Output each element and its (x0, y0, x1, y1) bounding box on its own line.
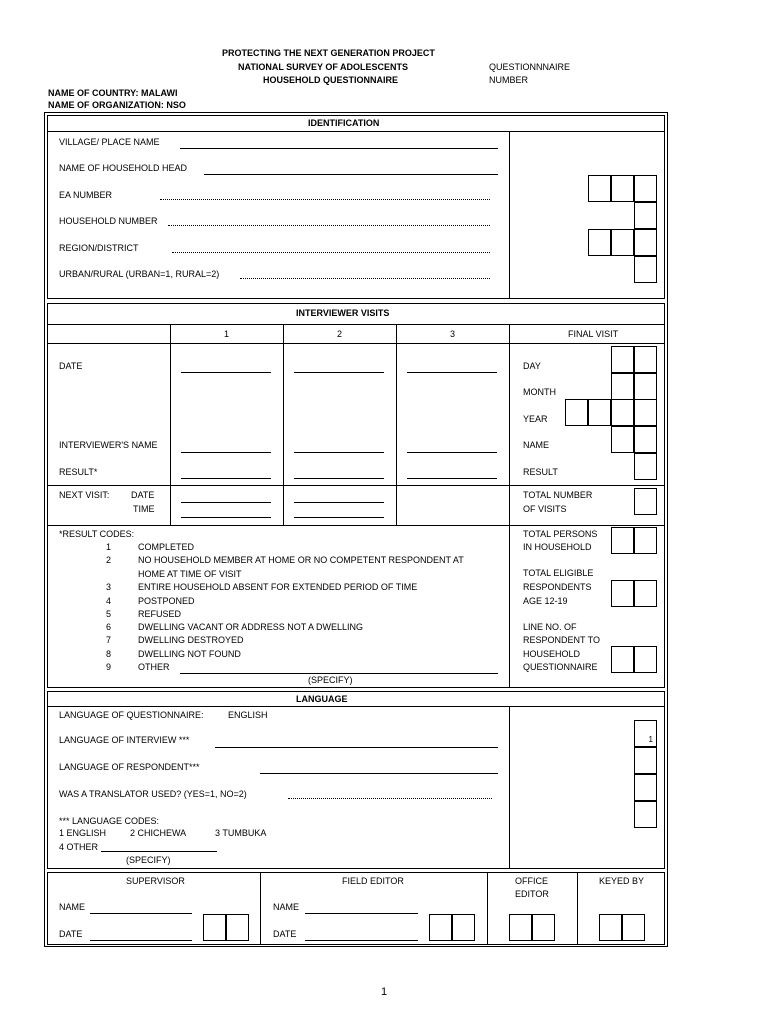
result-code-text: ENTIRE HOUSEHOLD ABSENT FOR EXTENDED PERIOD OF TIME (138, 582, 418, 592)
result-code-number: 6 (106, 622, 112, 632)
result-code-text: DWELLING NOT FOUND (138, 649, 241, 659)
page-number: 1 (381, 986, 388, 998)
visit-3-interviewer-line[interactable] (407, 452, 497, 453)
year-box[interactable] (634, 399, 657, 426)
urban-rural-code-box[interactable] (634, 256, 657, 283)
result-code-number: 8 (106, 649, 112, 659)
eligible-label-2: RESPONDENTS (523, 582, 592, 592)
interview-language-line[interactable] (215, 747, 498, 748)
day-box[interactable] (634, 346, 657, 373)
line-no-box[interactable] (634, 646, 657, 673)
result-code-number: 4 (106, 596, 112, 606)
office-editor-box[interactable] (509, 914, 532, 941)
region-label: REGION/DISTRICT (59, 243, 139, 253)
field-editor-header: FIELD EDITOR (342, 876, 404, 886)
day-label: DAY (523, 361, 541, 371)
result-code-text: COMPLETED (138, 542, 195, 552)
household-number-label: HOUSEHOLD NUMBER (59, 216, 158, 226)
result-code-text: POSTPONED (138, 596, 195, 606)
translator-box[interactable] (634, 801, 657, 828)
questionnaire-language-value: ENGLISH (228, 710, 268, 720)
line-no-label-3: HOUSEHOLD (523, 649, 581, 659)
village-label: VILLAGE/ PLACE NAME (59, 137, 160, 147)
line-no-box[interactable] (611, 646, 634, 673)
result-code-text: DWELLING VACANT OR ADDRESS NOT A DWELLING (138, 622, 364, 632)
next-visit-1-date-line[interactable] (181, 502, 271, 503)
result-box[interactable] (634, 453, 657, 480)
questionnaire-number-label: QUESTIONNNAIRE (489, 62, 571, 72)
name-box[interactable] (611, 426, 634, 453)
year-box[interactable] (611, 399, 634, 426)
editor-name-line[interactable] (305, 913, 418, 914)
questionnaire-language-code: 1 (648, 735, 653, 744)
visit-3-result-line[interactable] (407, 478, 497, 479)
visit-2-result-line[interactable] (294, 478, 384, 479)
result-code-number: 5 (106, 609, 112, 619)
next-visit-time-label: TIME (133, 504, 155, 514)
urban-rural-dotted-line[interactable] (240, 278, 490, 279)
line-no-label: LINE NO. OF (523, 622, 577, 632)
interviewer-name-label: INTERVIEWER'S NAME (59, 440, 158, 450)
result-code-text: OTHER (138, 662, 170, 672)
eligible-box[interactable] (634, 580, 657, 607)
ea-code-box[interactable] (634, 175, 657, 202)
respondent-language-box[interactable] (634, 774, 657, 801)
household-head-input-line[interactable] (204, 174, 498, 175)
identification-title: IDENTIFICATION (308, 118, 380, 128)
supervisor-code-box[interactable] (226, 914, 249, 941)
ea-number-dotted-line[interactable] (160, 199, 490, 200)
keyed-by-box[interactable] (622, 914, 645, 941)
eligible-label: TOTAL ELIGIBLE (523, 568, 594, 578)
result-code-number: 7 (106, 635, 112, 645)
day-box[interactable] (611, 346, 634, 373)
next-visit-1-time-line[interactable] (181, 517, 271, 518)
questionnaire-title: HOUSEHOLD QUESTIONNAIRE (263, 75, 399, 85)
language-specify-label: (SPECIFY) (126, 855, 171, 865)
interviewer-visits-title: INTERVIEWER VISITS (296, 308, 390, 318)
household-code-box[interactable] (634, 202, 657, 229)
next-visit-date-label: DATE (131, 490, 155, 500)
region-code-box[interactable] (588, 229, 611, 256)
total-visits-label-2: OF VISITS (523, 504, 567, 514)
country-name: NAME OF COUNTRY: MALAWI (48, 88, 178, 98)
total-persons-label-2: IN HOUSEHOLD (523, 542, 592, 552)
language-code-3: 3 TUMBUKA (215, 828, 267, 838)
result-label: RESULT* (59, 467, 98, 477)
urban-rural-label: URBAN/RURAL (URBAN=1, RURAL=2) (59, 269, 220, 279)
office-editor-box[interactable] (532, 914, 555, 941)
final-visit-header: FINAL VISIT (568, 329, 619, 339)
final-name-label: NAME (523, 440, 550, 450)
eligible-box[interactable] (611, 580, 634, 607)
questionnaire-number-label-2: NUMBER (489, 75, 529, 85)
language-code-2: 2 CHICHEWA (130, 828, 187, 838)
result-code-text: NO HOUSEHOLD MEMBER AT HOME OR NO COMPETENT RESPONDENT AT (138, 555, 464, 565)
editor-name-label: NAME (273, 902, 300, 912)
office-editor-header-2: EDITOR (515, 889, 549, 899)
region-code-box[interactable] (634, 229, 657, 256)
next-visit-2-time-line[interactable] (294, 517, 384, 518)
keyed-by-header: KEYED BY (599, 876, 645, 886)
editor-code-box[interactable] (429, 914, 452, 941)
visit-2-interviewer-line[interactable] (294, 452, 384, 453)
date-label: DATE (59, 361, 83, 371)
supervisor-name-label: NAME (59, 902, 86, 912)
line-no-label-4: QUESTIONNAIRE (523, 662, 598, 672)
total-persons-box[interactable] (634, 527, 657, 554)
keyed-by-box[interactable] (599, 914, 622, 941)
ea-number-label: EA NUMBER (59, 190, 113, 200)
month-box[interactable] (634, 373, 657, 400)
result-code-number: 3 (106, 582, 112, 592)
year-box[interactable] (565, 399, 588, 426)
result-code-number: 2 (106, 555, 112, 565)
questionnaire-language-box[interactable] (634, 720, 657, 747)
line-no-label-2: RESPONDENT TO (523, 635, 601, 645)
visit-1-interviewer-line[interactable] (181, 452, 271, 453)
translator-dotted-line[interactable] (288, 798, 492, 799)
editor-date-label: DATE (273, 929, 297, 939)
eligible-label-3: AGE 12-19 (523, 596, 568, 606)
result-code-text: HOME AT TIME OF VISIT (138, 569, 242, 579)
result-code-text: DWELLING DESTROYED (138, 635, 244, 645)
organization-name: NAME OF ORGANIZATION: NSO (48, 100, 186, 110)
translator-label: WAS A TRANSLATOR USED? (YES=1, NO=2) (59, 789, 247, 799)
language-codes-title: *** LANGUAGE CODES: (59, 816, 160, 826)
result-code-number: 1 (106, 542, 112, 552)
total-visits-label: TOTAL NUMBER (523, 490, 593, 500)
visit-1-date-line[interactable] (181, 372, 271, 373)
visit-2-date-line[interactable] (294, 372, 384, 373)
language-code-4: 4 OTHER (59, 842, 99, 852)
editor-code-box[interactable] (452, 914, 475, 941)
respondent-language-line[interactable] (260, 773, 498, 774)
editor-date-line[interactable] (305, 940, 418, 941)
supervisor-name-line[interactable] (90, 913, 192, 914)
next-visit-label: NEXT VISIT: (59, 490, 110, 500)
final-result-label: RESULT (523, 467, 558, 477)
interview-language-label: LANGUAGE OF INTERVIEW *** (59, 735, 190, 745)
visit-3-date-line[interactable] (407, 372, 497, 373)
total-persons-label: TOTAL PERSONS (523, 529, 598, 539)
interview-language-box[interactable] (634, 747, 657, 774)
office-editor-header: OFFICE (515, 876, 548, 886)
visit-3-header: 3 (449, 329, 455, 339)
supervisor-date-label: DATE (59, 929, 83, 939)
household-head-label: NAME OF HOUSEHOLD HEAD (59, 163, 188, 173)
village-input-line[interactable] (180, 148, 498, 149)
other-language-line[interactable] (101, 851, 217, 852)
ea-code-box[interactable] (588, 175, 611, 202)
language-code-1: 1 ENGLISH (59, 828, 107, 838)
visit-1-result-line[interactable] (181, 478, 271, 479)
result-specify-label: (SPECIFY) (308, 675, 353, 685)
supervisor-code-box[interactable] (203, 914, 226, 941)
visit-1-header: 1 (223, 329, 229, 339)
supervisor-date-line[interactable] (90, 940, 192, 941)
region-code-box[interactable] (611, 229, 634, 256)
total-persons-box[interactable] (611, 527, 634, 554)
name-box[interactable] (634, 426, 657, 453)
visit-2-header: 2 (336, 329, 342, 339)
project-title: PROTECTING THE NEXT GENERATION PROJECT (222, 48, 435, 58)
total-visits-box[interactable] (634, 488, 657, 515)
year-box[interactable] (588, 399, 611, 426)
result-code-number: 9 (106, 662, 112, 672)
next-visit-2-date-line[interactable] (294, 502, 384, 503)
month-label: MONTH (523, 387, 556, 397)
language-title: LANGUAGE (296, 694, 348, 704)
supervisor-header: SUPERVISOR (126, 876, 185, 886)
month-box[interactable] (611, 373, 634, 400)
ea-code-box[interactable] (611, 175, 634, 202)
respondent-language-label: LANGUAGE OF RESPONDENT*** (59, 762, 200, 772)
questionnaire-language-label: LANGUAGE OF QUESTIONNAIRE: (59, 710, 204, 720)
result-codes-title: *RESULT CODES: (59, 529, 135, 539)
household-number-dotted-line[interactable] (168, 225, 490, 226)
year-label: YEAR (523, 414, 548, 424)
survey-title: NATIONAL SURVEY OF ADOLESCENTS (238, 62, 409, 72)
region-dotted-line[interactable] (172, 252, 490, 253)
other-specify-line[interactable] (180, 673, 498, 674)
result-code-text: REFUSED (138, 609, 182, 619)
